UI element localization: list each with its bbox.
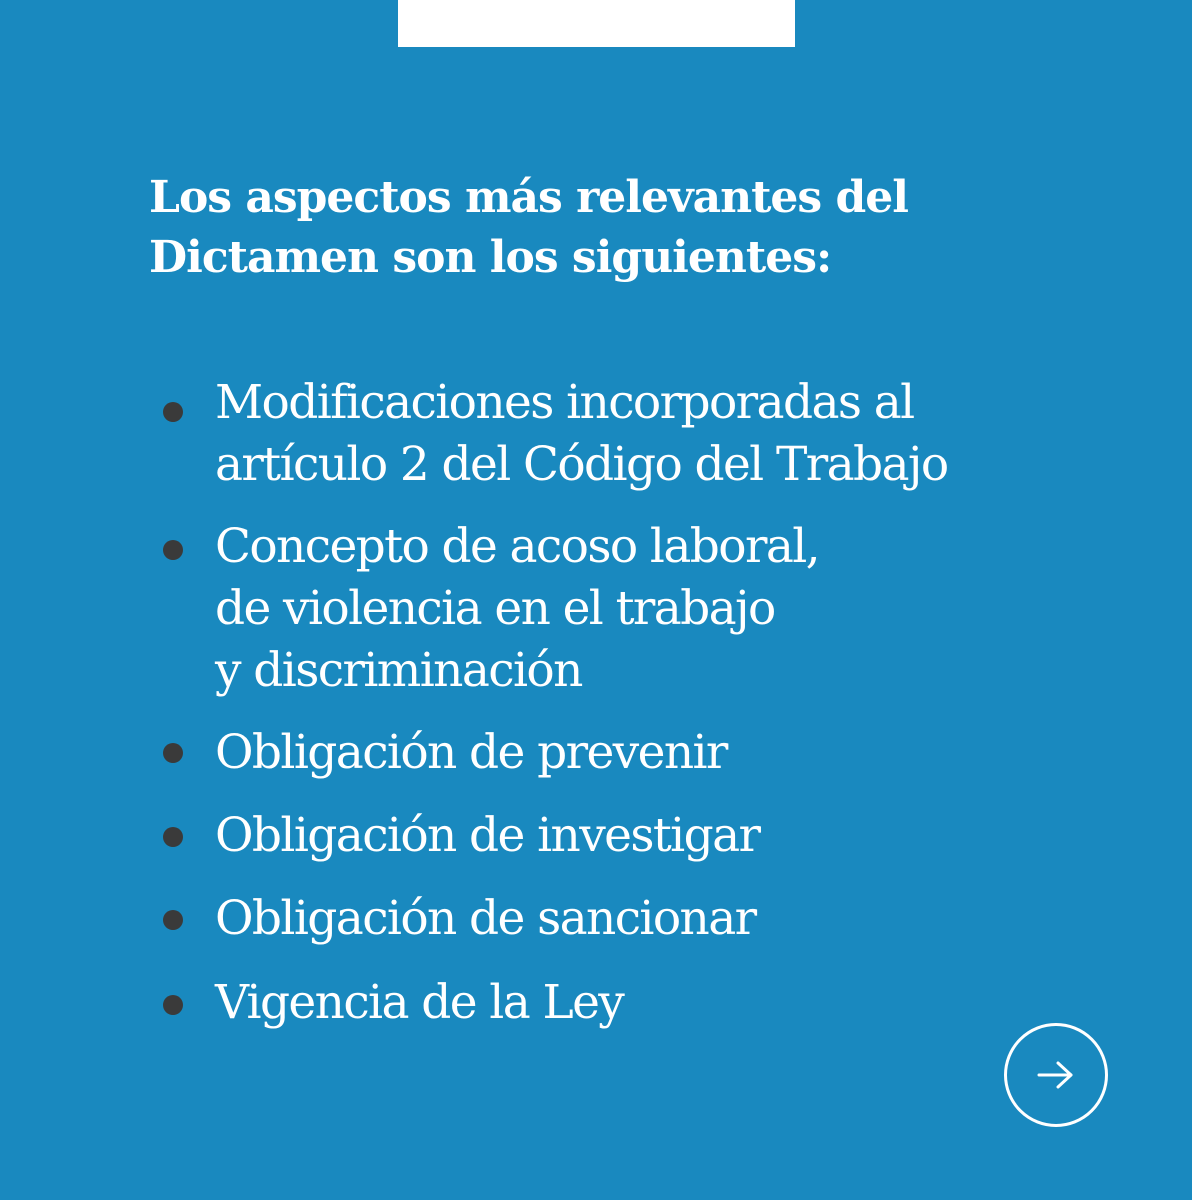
list-item-line: Modificaciones incorporadas al: [215, 375, 914, 430]
top-bar: [398, 0, 795, 47]
list-item-line: Vigencia de la Ley: [215, 975, 624, 1030]
list-item: [215, 972, 1115, 1034]
list-item-line: artículo 2 del Código del Trabajo: [215, 437, 948, 492]
list-item: [215, 372, 1115, 496]
list-item-line: Obligación de investigar: [215, 808, 760, 863]
list-item-line: y discriminación: [215, 643, 582, 698]
next-button[interactable]: [1004, 1023, 1108, 1127]
arrow-right-icon: [1036, 1059, 1076, 1091]
heading-line-1: Los aspectos más relevantes del: [149, 172, 908, 223]
list-item: [215, 805, 1115, 867]
list-item-line: Obligación de prevenir: [215, 725, 727, 780]
bullet-icon: [163, 743, 183, 763]
list-item: [215, 722, 1115, 784]
bullet-icon: [163, 402, 183, 422]
list-item: [215, 516, 1115, 702]
heading: [149, 168, 1049, 288]
bullet-icon: [163, 995, 183, 1015]
list-item-line: Concepto de acoso laboral,: [215, 519, 820, 574]
list-item-line: Obligación de sancionar: [215, 891, 756, 946]
bullet-icon: [163, 910, 183, 930]
bullet-icon: [163, 540, 183, 560]
heading-line-2: Dictamen son los siguientes:: [149, 232, 832, 283]
list-item-line: de violencia en el trabajo: [215, 581, 775, 636]
list-item: [215, 888, 1115, 950]
bullet-icon: [163, 827, 183, 847]
